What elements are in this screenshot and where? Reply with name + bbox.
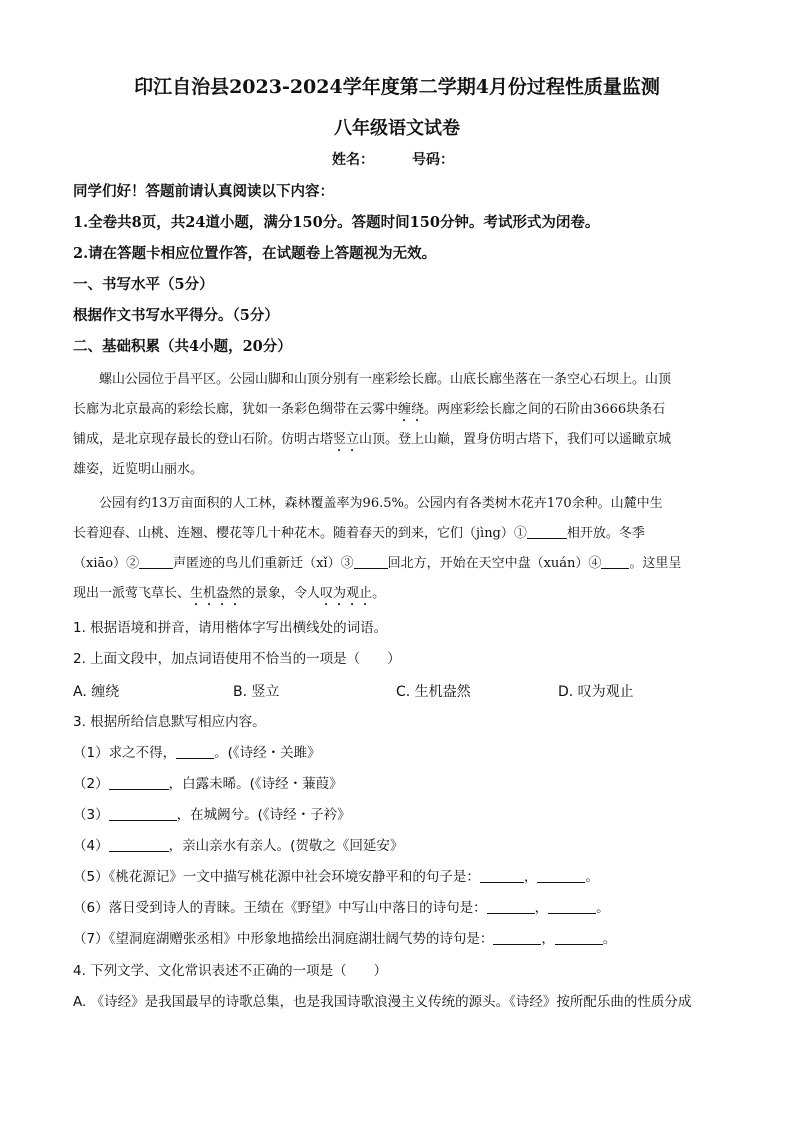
section1-heading: 一、书写水平（5分） xyxy=(73,276,214,293)
q2-option-a[interactable]: A. 缠绕 xyxy=(73,684,120,700)
q3-item-4: （4） ，亲山亲水有亲人。(贺敬之《回延安》 xyxy=(73,838,404,854)
blank-2[interactable] xyxy=(139,554,173,569)
q3-blank-7b[interactable] xyxy=(555,930,603,945)
question-3: 3. 根据所给信息默写相应内容。 xyxy=(73,714,266,730)
marked-word-chanrao: 缠绕 xyxy=(398,402,425,417)
instruction-item-2: 2.请在答题卡相应位置作答，在试题卷上答题视为无效。 xyxy=(73,245,437,262)
marked-word-shuli: 竖立 xyxy=(333,432,360,447)
q2-option-b[interactable]: B. 竖立 xyxy=(233,684,280,700)
q3-blank-6a[interactable] xyxy=(487,899,535,914)
q2-option-c[interactable]: C. 生机盎然 xyxy=(396,684,471,700)
section2-heading: 二、基础积累（共4小题，20分） xyxy=(73,338,292,355)
q4-option-a[interactable]: A. 《诗经》是我国最早的诗歌总集，也是我国诗歌浪漫主义传统的源头。《诗经》按所配乐曲的性质分成 xyxy=(73,994,692,1010)
section1-body: 根据作文书写水平得分。（5分） xyxy=(73,307,279,324)
instructions-greeting: 同学们好！答题前请认真阅读以下内容： xyxy=(73,183,334,200)
instruction-item-1: 1.全卷共8页，共24道小题，满分150分。答题时间150分钟。考试形式为闭卷。 xyxy=(73,214,600,231)
q3-blank-3[interactable] xyxy=(109,806,177,821)
blank-1[interactable] xyxy=(527,524,567,539)
q3-item-3: （3） ，在城阙兮。(《诗经・子衿》 xyxy=(73,807,351,823)
exam-title: 印江自治县2023-2024学年度第二学期4月份过程性质量监测 xyxy=(134,76,660,98)
number-label: 号码： xyxy=(412,152,454,168)
blank-3[interactable] xyxy=(354,554,388,569)
q3-blank-5a[interactable] xyxy=(480,868,524,883)
q3-blank-5b[interactable] xyxy=(537,868,585,883)
question-4: 4. 下列文学、文化常识表述不正确的一项是（ ） xyxy=(73,963,388,979)
passage-line: （xiāo）② 声匿迹的鸟儿们重新迁（xǐ）③ 回北方，开始在天空中盘（xuán）④ 。这里呈 xyxy=(73,556,682,571)
q3-item-7: （7）《望洞庭湖赠张丞相》中形象地描绘出洞庭湖壮阔气势的诗句是： ， 。 xyxy=(73,931,617,947)
q3-blank-1[interactable] xyxy=(176,744,214,759)
passage-line: 长着迎春、山桃、连翘、樱花等几十种花木。随着春天的到来，它们（jìng）① 相开放。冬季 xyxy=(73,526,645,541)
q3-item-6: （6）落日受到诗人的青睐。王绩在《野望》中写山中落日的诗句是： ， 。 xyxy=(73,900,610,916)
passage-line: 公园有约13万亩面积的人工林，森林覆盖率为96.5%。公园内有各类树木花卉170余种。山麓中生 xyxy=(99,496,663,511)
q3-blank-2[interactable] xyxy=(109,775,169,790)
passage-line: 螺山公园位于昌平区。公园山脚和山顶分别有一座彩绘长廊。山底长廊坐落在一条空心石坝上。山顶 xyxy=(99,372,672,387)
exam-subtitle: 八年级语文试卷 xyxy=(334,118,460,139)
q3-item-1: （1）求之不得， 。(《诗经・关雎》 xyxy=(73,745,321,761)
q3-blank-6b[interactable] xyxy=(548,899,596,914)
passage-line: 雄姿，近览明山丽水。 xyxy=(73,462,204,477)
blank-4[interactable] xyxy=(601,554,629,569)
q3-item-2: （2） ，白露未晞。(《诗经・蒹葭》 xyxy=(73,776,343,792)
passage-line: 铺成，是北京现存最长的登山石阶。仿明古塔竖立山顶。登上山巅，置身仿明古塔下，我们可以遥瞰京城 xyxy=(73,432,672,447)
student-info xyxy=(332,150,454,170)
q3-item-5: （5）《桃花源记》一文中描写桃花源中社会环境安静平和的句子是： ， 。 xyxy=(73,869,599,885)
name-label: 姓名： xyxy=(332,152,374,168)
passage-line: 长廊为北京最高的彩绘长廊，犹如一条彩色绸带在云雾中缠绕。两座彩绘长廊之间的石阶由3666块条石 xyxy=(73,402,666,417)
q3-blank-7a[interactable] xyxy=(493,930,541,945)
passage-line: 现出一派莺飞草长、生机盎然的景象，令人叹为观止。 xyxy=(73,586,386,601)
q2-option-d[interactable]: D. 叹为观止 xyxy=(558,684,634,700)
q3-blank-4[interactable] xyxy=(109,837,169,852)
question-2: 2. 上面文段中，加点词语使用不恰当的一项是（ ） xyxy=(73,651,401,667)
marked-word-shengji: 生机盎然 xyxy=(190,586,243,601)
marked-word-tanwei: 叹为观止 xyxy=(320,586,373,601)
question-1: 1. 根据语境和拼音，请用楷体字写出横线处的词语。 xyxy=(73,620,388,636)
